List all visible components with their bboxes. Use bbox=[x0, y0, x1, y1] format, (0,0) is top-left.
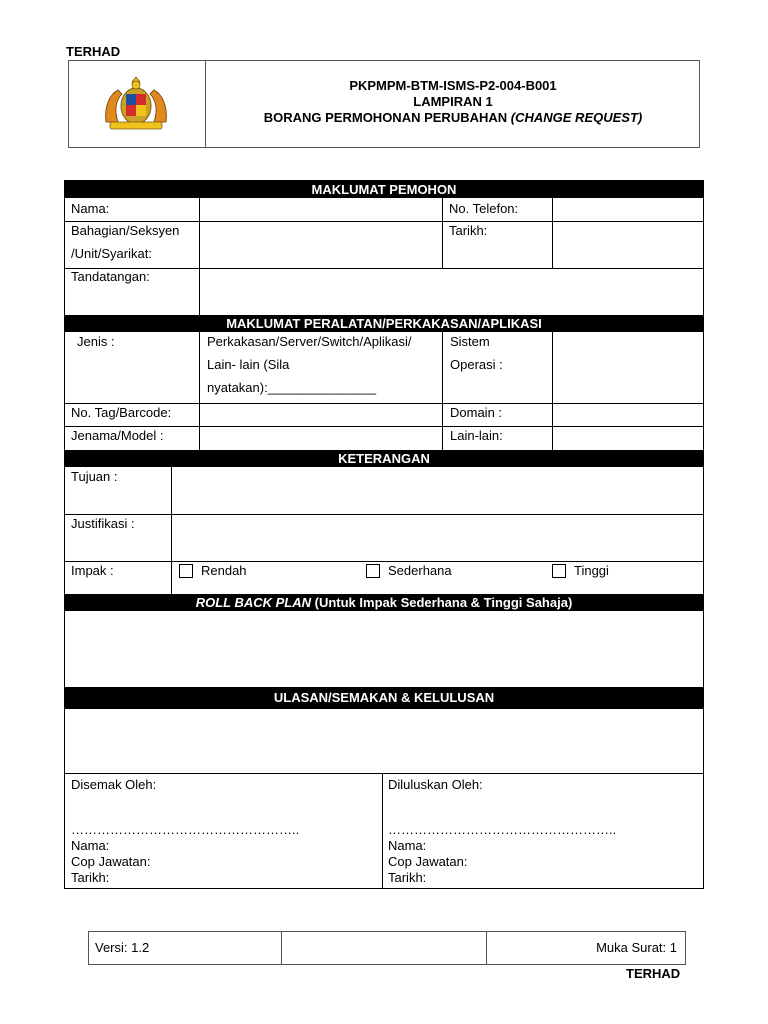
impact-high-label: Tinggi bbox=[574, 563, 609, 578]
page-number-label: Muka Surat: 1 bbox=[596, 940, 677, 955]
os-field[interactable] bbox=[553, 333, 703, 403]
form-title: BORANG PERMOHONAN PERUBAHAN (CHANGE REQUEST) bbox=[263, 110, 643, 125]
coat-of-arms-cell bbox=[68, 60, 206, 148]
domain-field[interactable] bbox=[553, 404, 703, 426]
name-label: Nama: bbox=[71, 201, 110, 216]
document-code: PKPMPM-BTM-ISMS-P2-004-B001 bbox=[349, 78, 557, 93]
date-label: Tarikh: bbox=[449, 223, 488, 238]
type-options-line-3[interactable]: nyatakan):_______________ bbox=[207, 380, 377, 395]
impact-label: Impak : bbox=[71, 563, 114, 578]
phone-field[interactable] bbox=[553, 199, 703, 221]
classification-bottom: TERHAD bbox=[626, 966, 681, 981]
type-options-line-2: Lain- lain (Sila bbox=[207, 357, 290, 372]
impact-low-label: Rendah bbox=[201, 563, 247, 578]
brand-field[interactable] bbox=[200, 427, 441, 449]
header-title-block bbox=[206, 60, 700, 148]
approved-by-signature-line[interactable]: …………………………………………….. bbox=[388, 822, 617, 837]
signature-field[interactable] bbox=[200, 269, 703, 315]
rollback-plan-field[interactable] bbox=[65, 611, 703, 687]
signature-label: Tandatangan: bbox=[71, 269, 150, 284]
type-options-line-1: Perkakasan/Server/Switch/Aplikasi/ bbox=[207, 334, 412, 349]
approver-date-label: Tarikh: bbox=[388, 870, 427, 885]
reviewer-position-label: Cop Jawatan: bbox=[71, 854, 151, 869]
section-description-heading: KETERANGAN bbox=[65, 450, 703, 467]
approver-name-label: Nama: bbox=[388, 838, 427, 853]
phone-label: No. Telefon: bbox=[449, 201, 519, 216]
classification-top: TERHAD bbox=[66, 44, 121, 59]
purpose-label: Tujuan : bbox=[71, 469, 118, 484]
coat-of-arms-icon bbox=[98, 76, 174, 132]
purpose-field[interactable] bbox=[172, 468, 703, 514]
section-equipment-heading: MAKLUMAT PERALATAN/PERKAKASAN/APLIKASI bbox=[65, 315, 703, 332]
impact-high-checkbox[interactable] bbox=[552, 564, 566, 578]
domain-label: Domain : bbox=[450, 405, 503, 420]
os-label-2: Operasi : bbox=[450, 357, 503, 372]
impact-low-checkbox[interactable] bbox=[179, 564, 193, 578]
impact-medium-label: Sederhana bbox=[388, 563, 452, 578]
os-label-1: Sistem bbox=[450, 334, 490, 349]
version-label: Versi: 1.2 bbox=[95, 940, 150, 955]
justification-field[interactable] bbox=[172, 515, 703, 561]
division-field[interactable] bbox=[200, 222, 441, 268]
tag-label: No. Tag/Barcode: bbox=[71, 405, 172, 420]
change-request-form bbox=[64, 180, 704, 889]
name-field[interactable] bbox=[200, 199, 441, 221]
division-label-2: /Unit/Syarikat: bbox=[71, 246, 152, 261]
type-label: Jenis : bbox=[77, 334, 115, 349]
date-field[interactable] bbox=[553, 222, 703, 268]
reviewed-by-signature-line[interactable]: …………………………………………….. bbox=[71, 822, 300, 837]
review-comments-field[interactable] bbox=[65, 709, 703, 773]
brand-label: Jenama/Model : bbox=[71, 428, 164, 443]
reviewer-name-label: Nama: bbox=[71, 838, 110, 853]
approved-by-label: Diluluskan Oleh: bbox=[388, 777, 483, 792]
reviewed-by-label: Disemak Oleh: bbox=[71, 777, 157, 792]
justification-label: Justifikasi : bbox=[71, 516, 135, 531]
section-rollback-heading: ROLL BACK PLAN (Untuk Impak Sederhana & Tinggi Sahaja) bbox=[65, 594, 703, 611]
impact-medium-checkbox[interactable] bbox=[366, 564, 380, 578]
other-field[interactable] bbox=[553, 427, 703, 449]
section-review-heading: ULASAN/SEMAKAN & KELULUSAN bbox=[65, 687, 703, 709]
approver-position-label: Cop Jawatan: bbox=[388, 854, 468, 869]
tag-field[interactable] bbox=[200, 404, 441, 426]
appendix-label: LAMPIRAN 1 bbox=[413, 94, 493, 109]
other-label: Lain-lain: bbox=[450, 428, 503, 443]
reviewer-date-label: Tarikh: bbox=[71, 870, 110, 885]
section-applicant-heading: MAKLUMAT PEMOHON bbox=[65, 181, 703, 198]
division-label-1: Bahagian/Seksyen bbox=[71, 223, 180, 238]
footer-box bbox=[88, 931, 686, 965]
